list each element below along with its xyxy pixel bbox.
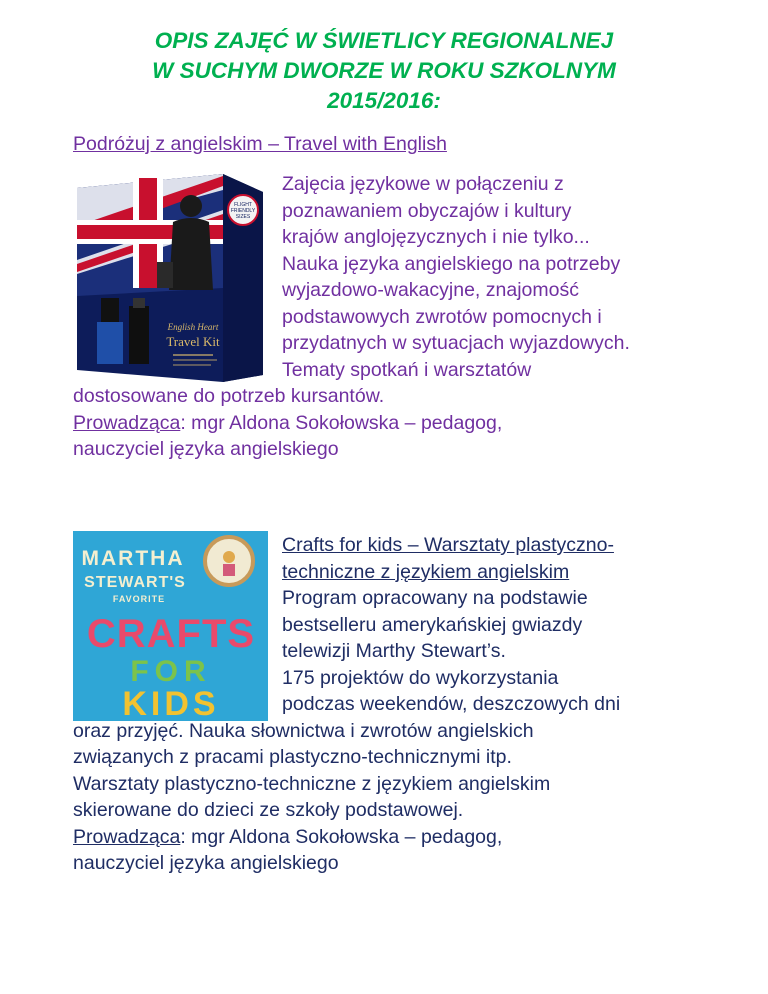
crafts-book-image (73, 531, 268, 721)
crafts-book-illustration (73, 531, 268, 721)
section1-line-3: krajów anglojęzycznych i nie tylko... (282, 226, 590, 248)
section2-lead (73, 824, 502, 851)
brand-text: English Heart (167, 322, 219, 332)
section1-lead-label: Prowadząca (73, 411, 181, 434)
title-line-1: OPIS ZAJĘĆ W ŚWIETLICY REGIONALNEJ (154, 28, 614, 53)
title-line-2: W SUCHYM DWORZE W ROKU SZKOLNYM (152, 58, 616, 83)
section2-line-4: 175 projektów do wykorzystania (282, 666, 559, 689)
section1-line-5: wyjazdowo-wakacyjne, znajomość (282, 279, 579, 301)
section2-line-6: oraz przyjęć. Nauka słownictwa i zwrotów angielskich (73, 719, 534, 742)
section2-lead-label: Prowadząca (73, 825, 181, 848)
cover-crafts: CRAFTS (86, 612, 256, 656)
section1-line-7: przydatnych w sytuacjach wyjazdowych. (282, 332, 630, 354)
product-text: Travel Kit (166, 334, 220, 349)
section2-line-2: bestselleru amerykańskiej gwiazdy (282, 613, 583, 636)
section1-line-9: dostosowane do potrzeb kursantów. (73, 385, 385, 407)
section1-line-1: Zajęcia językowe w połączeniu z (282, 173, 564, 195)
page-title (0, 26, 768, 116)
cover-stewarts: STEWART'S (84, 574, 186, 591)
section2-line-9: skierowane do dzieci ze szkoły podstawowej. (73, 799, 464, 821)
section1-lead (73, 410, 502, 437)
section1-line-4: Nauka języka angielskiego na potrzeby (282, 252, 621, 275)
travel-kit-illustration (73, 170, 268, 382)
section2-line-7: związanych z pracami plastyczno-technicznymi itp. (73, 746, 512, 768)
cover-favorite: FAVORITE (112, 594, 166, 604)
section1-line-2: poznawaniem obyczajów i kultury (282, 199, 572, 222)
cover-for: FOR (130, 655, 212, 688)
cover-kids: KIDS (122, 685, 220, 721)
section1-line-6: podstawowych zwrotów pomocnych i (282, 305, 602, 328)
title-line-3: 2015/2016: (327, 88, 441, 113)
section2-lead-line-2: nauczyciel języka angielskiego (73, 852, 339, 874)
section2-heading-line-1[interactable]: Crafts for kids – Warsztaty plastyczno- (282, 534, 614, 556)
section1-heading[interactable]: Podróżuj z angielskim – Travel with English (73, 133, 447, 155)
travel-kit-image (73, 170, 268, 382)
section2-line-8: Warsztaty plastyczno-techniczne z językiem angielskim (73, 772, 551, 795)
flight-badge-text-1: FLIGHT (234, 202, 252, 208)
section1-lead-line-2: nauczyciel języka angielskiego (73, 438, 339, 460)
cover-martha: MARTHA (81, 547, 185, 570)
section1-line-8: Tematy spotkań i warsztatów (282, 358, 532, 381)
section2-line-1: Program opracowany na podstawie (282, 587, 588, 609)
section2-line-5: podczas weekendów, deszczowych dni (282, 693, 621, 715)
section2-line-3: telewizji Marthy Stewart’s. (282, 640, 506, 662)
flight-badge-text-2: FRIENDLY (230, 208, 256, 214)
section2-lead-text: : mgr Aldona Sokołowska – pedagog, (180, 825, 503, 848)
section1-lead-text: : mgr Aldona Sokołowska – pedagog, (180, 411, 503, 434)
section2-heading-line-2[interactable]: techniczne z językiem angielskim (282, 560, 570, 583)
flight-badge-text-3: SIZES (235, 214, 251, 220)
